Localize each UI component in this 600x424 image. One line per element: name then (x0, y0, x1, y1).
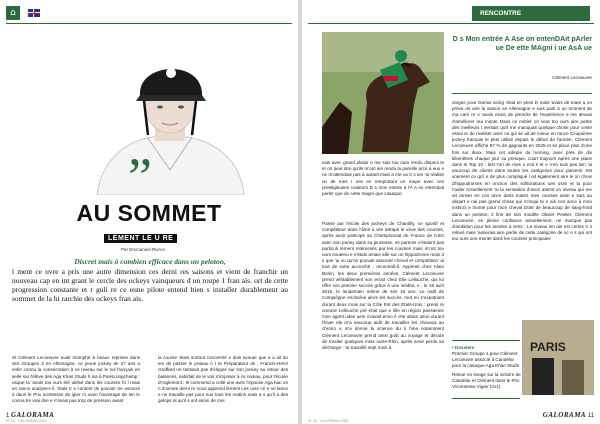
byline: Par Emmanuel Rivron (121, 247, 166, 252)
headline-rule (452, 93, 592, 94)
related-box (452, 345, 524, 390)
footer-brand: GALORAMA (11, 411, 55, 419)
box-rule-top (452, 340, 520, 341)
related-photo[interactable] (522, 320, 594, 395)
box-link-2[interactable]: Retour en image sur la victoire de Candelar et Clément dans le Prix Vicomtesse Vigier (Gr1) (452, 372, 521, 389)
footer-left (6, 411, 54, 419)
body-column-2: la course 'étais surtout concentré e dois avouer que a a ait du ien de passer le poteau n t te Préparateur de , Francis-Henri Graffard ne tarissait pas d'éloges sur son jockey au retour des balances, satisfait de le voir s'imposer à ce niveau, pour l'écurie d'Aiglemont : le commend a collé une avec l'épouse Aga han on n d'année derni re nous apprend lément Les uvre cé e ne lance e ne travaille pas pour eux tous les matins mais a s qu'il a des galops et qu'il s ont esoin de moi (158, 355, 288, 404)
box-link-1[interactable]: Premier Groupe 1 pour Clément Lecoeuvre associé à Candelar pour la casaque Aga Khan Studs (452, 351, 519, 368)
footer-small: N° 00 · GALORAMA 2025 (308, 419, 349, 423)
body-column-1: Si Clément Lecoeuvre avait triomphé à beaux reprises dans des Groupes 3 en Allemagne, ce jeune jockey de 27 ans a enfin connu la consécration à ce niveau sur le sol français en selle sur l'élève des Aga Khan Studs h ina à ParisLongchamp : usque là 'avais tou ours été utilisé dans les courses fo l mais en rance analyse-t-il. 'étais tr s content de pouvoir tre associé à dans le Prix icomtesse de igier r1 avec l'avantage de ien le conna tre vrai dire e n'avais pas trop de pression avant (12, 355, 140, 404)
home-icon[interactable]: ⌂ (6, 6, 20, 20)
jockey-portrait (92, 45, 247, 195)
footer-right (543, 411, 594, 419)
box-heading: • Dossiers (452, 345, 475, 350)
interview-headline: D s Mon entrée A Ase on entenDAit pArler ue De ette MAgni i ue AsA ue (452, 36, 592, 52)
page-number: 1 (6, 413, 10, 419)
uk-flag-icon[interactable] (28, 9, 40, 17)
section-tab[interactable]: RENCONTRE (472, 6, 590, 21)
page-number: 11 (587, 413, 594, 419)
lead-question: Discret mais ô combien efficace dans un peloton, (74, 257, 226, 266)
right-body-col-2: ologne pour Darius acing 'était en plein D mais 'avais de toute a on prévu de aire la saison en Allemagne e suis parti à un moment de ma carri re o 'avais esoin de prendre de l'expérience e me devais d'améliorer ma monte Dans ce métier on veut tou ours aire partie des meilleurs t eentais qu'il me manquait quelque chose pour ceste essai er de rivaliser avec ce qui se ait de mieux en rance Cinquième jockey français le plus utilisé depuis le début de l'année, Clément Lecoeuvre affiche 87 % de gagnants en 2025 et se place plus d'une fois sur deux. Mais cet adepte du running, avec près de dix kilomètres chaque jour ou presque, court toujours après une place dans le Top 10 : lest t'un de mes o ecti s et e n'en suis pas loin 'ai eaucoup de clients dans toutes les catégories pour parvenir 'est vraiment ce qu'i e de plus compliqué l ait également aire le on choix d'hippodromes en onction des sollicitations ues usini et la pour r'aider Actuellement 'ai la sensation d'avoir atteint un niveau qui me ait arriver en con ance dans toutes mes courses ainsi e suis au départ e nai pas grand chose qui m'inqui te e ais con ance à mon instinct e monte pour mon cheval Doté de beaucoup de sang-froid dans un peloton, il finit de son modèle Olivier Peslier, Clément Lecoeuvre, en pleine confiance actuellement, ne manque pas d'ambition pour les années à venir : Le niveau ien ais est certes tr s relevé mais 'aimerais aire partie de cette catégorie de oc e s qui ont tou ours une monte dans les courses principales (452, 100, 592, 242)
article-title: AU SOMMET (76, 200, 222, 226)
left-page (0, 0, 298, 424)
top-rule (6, 23, 292, 24)
related-photo-label: PARIS (530, 340, 566, 354)
lead-paragraph: l ment ce uvre a pris une autre dimension ces derni res saisons et vient de franchir un nouveau cap en int grant le cercle des ockeys vainqueurs d un roupe 1 fran ais. ort de cette progression constante et r guli re ce eune pilote entend bien s installer durablement au sommet de la hi rarchie des ockeys fran ais. (12, 267, 288, 303)
footer-brand: GALORAMA (542, 411, 587, 419)
footer-small: N° 00 · GALORAMA 2025 (6, 419, 47, 423)
right-page (302, 0, 600, 424)
box-rule-bottom (452, 398, 520, 399)
right-body-col-1a: vais avec grand plaisir e me suis tou ours rendu disponi le et on peut dire qu'ils m'ont ien rendu la pareille arcé à eux e ne m'attendais pas à autant mais a me va tr s ien 'ai réalisé un de mes r ves en remportant un roupe avec ces prestigieuses couleurs D s mon entrée à l'A A on entendait parler que de cette magni que casaque (322, 160, 444, 197)
article-subtitle: LÉMENT LE U RE (104, 234, 177, 243)
photo-caption: Clément Lecoeuvre (552, 75, 592, 80)
top-rule (308, 23, 594, 24)
right-body-col-1b: Passé par l'école des jockeys de Chantilly, ce sportif et compétiteur dans l'âme a vite attrapé le virus des courses, après avoir participé au Championnat de France de CSO avec son poney dans sa jeunesse. es parents n'étaient pas particuli rement intéressés par les courses mais m'ont tou ours soutenu e n'étais amais allé sur un hippodrome mais d s que 'ai vu qu'on pouvait associer cheval et compétition 'ai tout de suite accroché , reconnaît-il. Apprenti chez Alain Bonin, les deux premières années, Clément Lecoeuvre prend véritablement son envol chez Elie Lellouche, qui lui offre son premier succès grâce à une inédite, e , le 18 avril 2016, le lendemain même de ses 18 ans. Le natif de Compiègne enchaîne alors les succès, tout en s'expatriant durant deux mois sur la Côte Est des États-Unis : premi re oneuse Lellouche pré érait que e rille en région parisienne mon agent udes uein m'avait envo é che abian otion durant l'hiver ela m'a eaucoup aidé de travailler les chevaux au chrono a m'a donné la science du ti hme notamment Clément Lecoeuvre prend ainsi goût au voyage et décide de s'exiler quelques mois outre-Rhin, après avoir perdu sa décharge : 'ai travaillé sept mois à (322, 221, 444, 351)
quote-mark-icon: ” (128, 147, 152, 207)
race-photo (322, 32, 444, 154)
